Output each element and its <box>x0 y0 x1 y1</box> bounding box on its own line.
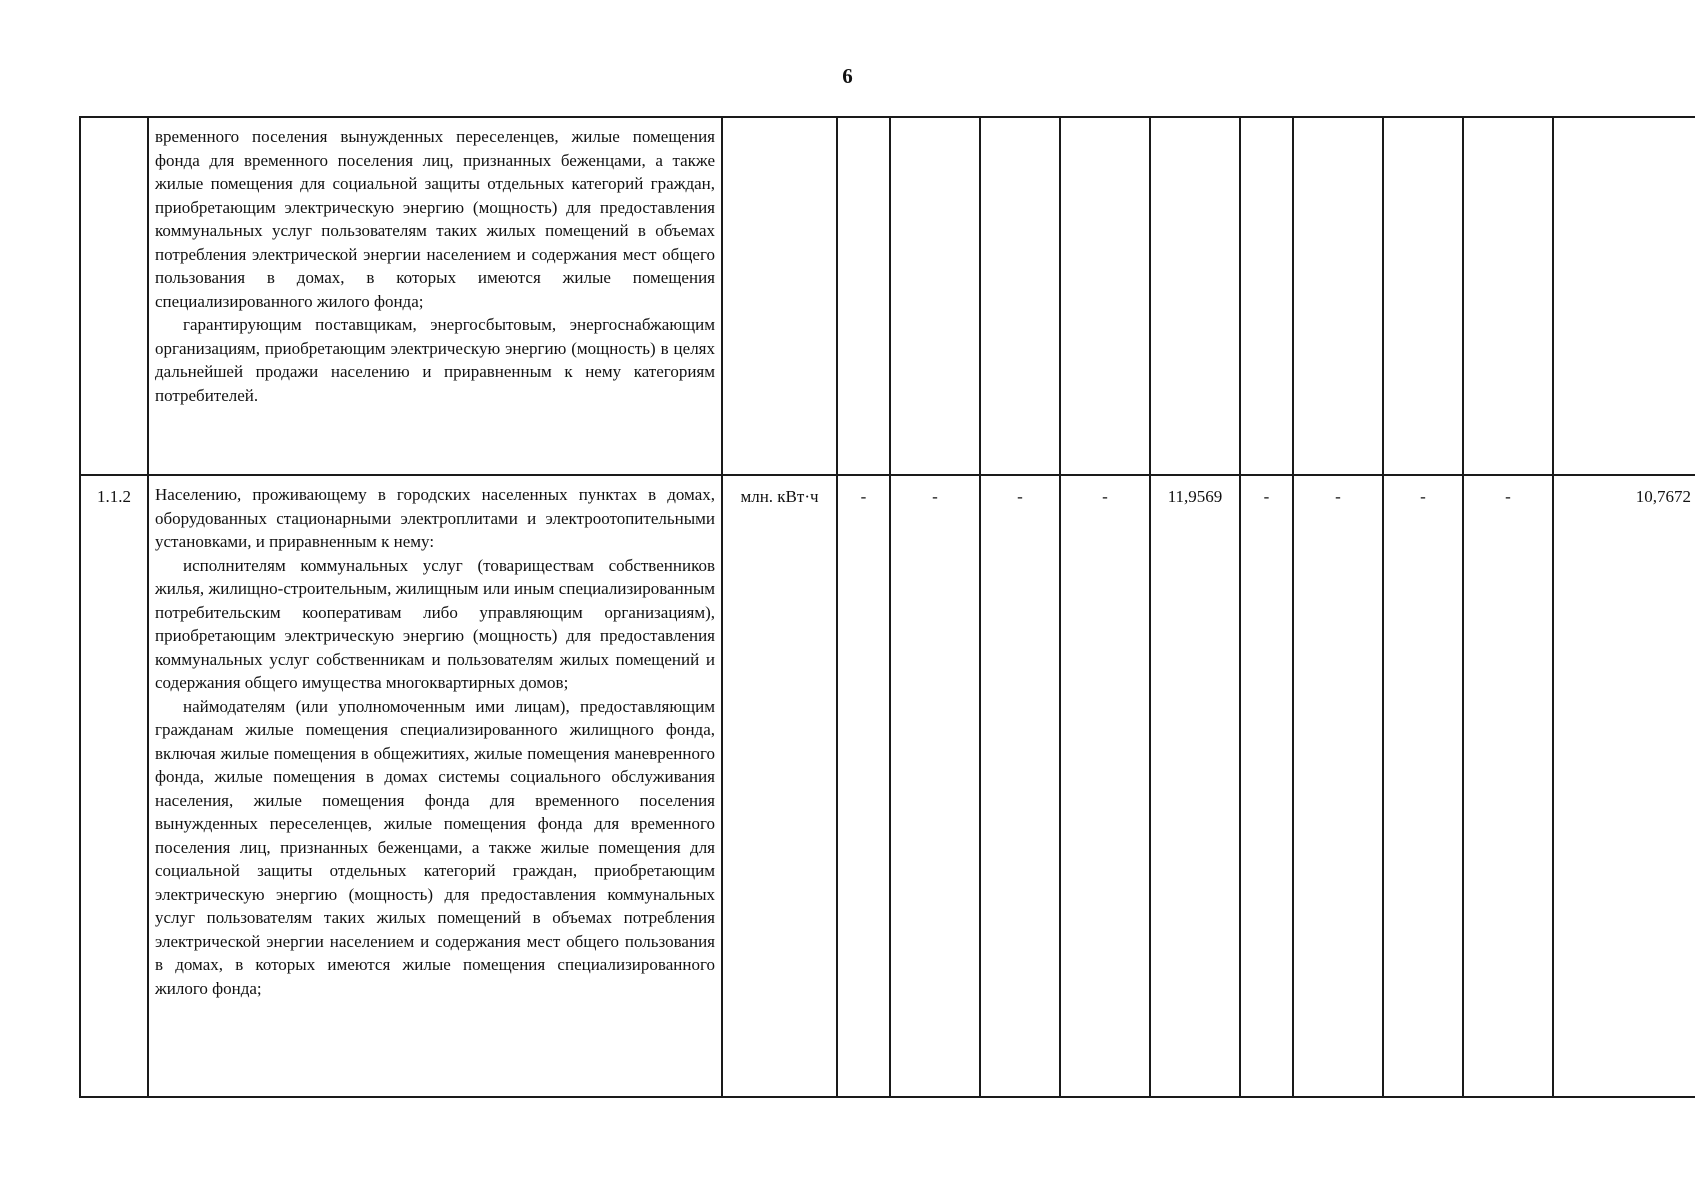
value-cell: - <box>1240 475 1293 1097</box>
value-cell <box>1240 117 1293 475</box>
value-cell: 11,9569 <box>1150 475 1240 1097</box>
unit-cell: млн. кВт·ч <box>722 475 837 1097</box>
value-cell <box>980 117 1060 475</box>
value-cell <box>890 117 980 475</box>
value-cell <box>1463 117 1553 475</box>
description-paragraph: Населению, проживающему в городских населенных пунктах в домах, оборудованных стационарными электроплитами и электроотопительными установками, и приравненным к нему: <box>155 485 715 551</box>
row-description <box>148 475 722 1097</box>
row-number: 1.1.2 <box>80 475 148 1097</box>
value-cell <box>1383 117 1463 475</box>
description-paragraph: исполнителям коммунальных услуг (товариществам собственников жилья, жилищно-строительным, жилищным или иным специализированным потребительским кооперативам либо управляющим организациям), приобретающим электрическую энергию (мощность) для предоставления коммунальных услуг собственникам и пользователям жилых помещений и содержания общего имущества многоквартирных домов; <box>155 555 715 692</box>
value-cell <box>1553 117 1695 475</box>
table-row <box>80 475 1695 1097</box>
value-cell: - <box>837 475 890 1097</box>
unit-cell <box>722 117 837 475</box>
description-paragraph: наймодателям (или уполномоченным ими лицам), предоставляющим гражданам жилые помещения специализированного жилищного фонда, включая жилые помещения в общежитиях, жилые помещения маневренного фонда, жилые помещения в домах системы социального обслуживания населения, жилые помещения фонда для временного поселения вынужденных переселенцев, жилые помещения фонда для временного поселения лиц, признанных беженцами, а также жилые помещения для социальной защиты отдельных категорий граждан, приобретающим электрическую энергию (мощность) для предоставления коммунальных услуг пользователям таких жилых помещений в объемах потребления электрической энергии населением и содержания мест общего пользования в домах, в которых имеются жилые помещения специализированного жилого фонда; <box>155 696 715 998</box>
value-cell <box>1060 117 1150 475</box>
value-cell <box>837 117 890 475</box>
row-description <box>148 117 722 475</box>
value-cell: - <box>1383 475 1463 1097</box>
tariff-table <box>79 116 1695 1098</box>
table-row <box>80 117 1695 475</box>
value-cell: - <box>1463 475 1553 1097</box>
value-cell: - <box>1293 475 1383 1097</box>
value-cell <box>1150 117 1240 475</box>
description-paragraph: временного поселения вынужденных переселенцев, жилые помещения фонда для временного поселения лиц, признанных беженцами, а также жилые помещения для социальной защиты отдельных категорий граждан, приобретающим электрическую энергию (мощность) для предоставления коммунальных услуг пользователям таких жилых помещений в объемах потребления электрической энергии населением и содержания мест общего пользования в домах, в которых имеются жилые помещения специализированного жилого фонда; <box>155 127 715 311</box>
row-number <box>80 117 148 475</box>
value-cell: 10,7672 <box>1553 475 1695 1097</box>
value-cell: - <box>980 475 1060 1097</box>
page-number: 6 <box>842 64 853 88</box>
value-cell <box>1293 117 1383 475</box>
value-cell: - <box>1060 475 1150 1097</box>
description-paragraph: гарантирующим поставщикам, энергосбытовым, энергоснабжающим организациям, приобретающим электрическую энергию (мощность) в целях дальнейшей продажи населению и приравненным к нему категориям потребителей. <box>155 315 715 405</box>
value-cell: - <box>890 475 980 1097</box>
